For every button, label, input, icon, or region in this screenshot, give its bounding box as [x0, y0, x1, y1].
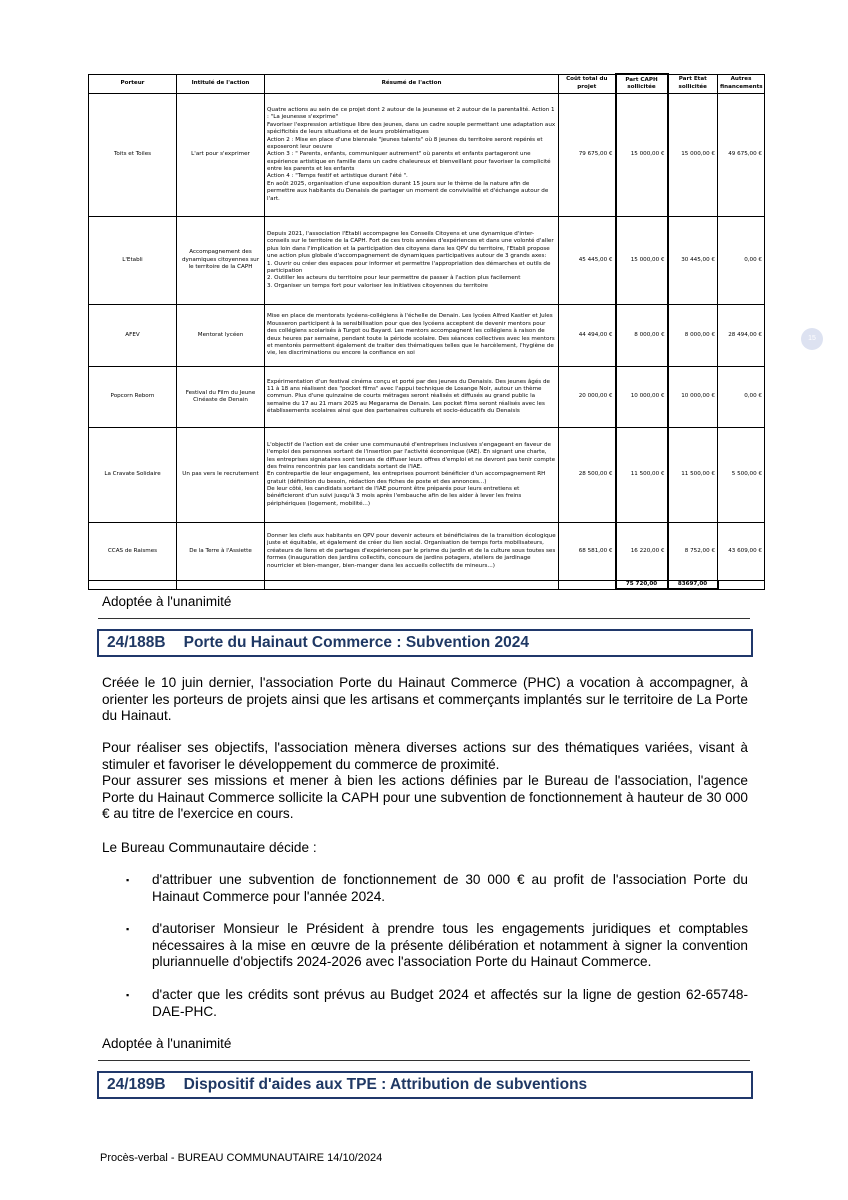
cell-intitule: L'art pour s'exprimer — [177, 94, 265, 217]
col-header-cout: Coût total du projet — [559, 74, 616, 94]
cell-intitule: Accompagnement des dynamiques citoyennes sur le territoire de la CAPH — [177, 217, 265, 305]
cell-caph: 8 000,00 € — [616, 305, 668, 367]
list-item — [102, 921, 748, 971]
section-heading — [97, 629, 753, 657]
col-header-porteur: Porteur — [89, 74, 177, 94]
table-header-row — [89, 74, 765, 94]
bullet-icon: ▪ — [126, 875, 130, 885]
paragraph: Créée le 10 juin dernier, l'association Porte du Hainaut Commerce (PHC) a vocation à accompagner, à orienter les porteurs de projets ainsi que les artisans et commerçants implantés sur le territoire de La Porte du Hainaut. — [102, 675, 748, 724]
section-title: Dispositif d'aides aux TPE : Attribution de subventions — [183, 1076, 588, 1093]
cell-etat: 11 500,00 € — [668, 428, 718, 523]
section-title: Porte du Hainaut Commerce : Subvention 2024 — [183, 634, 529, 651]
cell-intitule: Mentorat lycéen — [177, 305, 265, 367]
total-etat: 83697,00 — [668, 581, 718, 590]
cell-etat: 8 000,00 € — [668, 305, 718, 367]
cell-empty — [89, 581, 177, 590]
table-row — [89, 217, 765, 305]
cell-empty — [177, 581, 265, 590]
table-row — [89, 523, 765, 581]
cell-empty — [718, 581, 765, 590]
divider — [98, 618, 750, 619]
cell-porteur: AFEV — [89, 305, 177, 367]
cell-caph: 10 000,00 € — [616, 367, 668, 428]
cell-autres: 0,00 € — [718, 367, 765, 428]
paragraph: Pour réaliser ses objectifs, l'association mènera diverses actions sur des thématiques variées, visant à stimuler et favoriser le développement du commerce de proximité. — [102, 740, 748, 772]
section-number: 24/188B — [107, 634, 166, 651]
table-row — [89, 367, 765, 428]
section-heading — [97, 1071, 753, 1099]
page-footer: Procès-verbal - BUREAU COMMUNAUTAIRE 14/10/2024 — [100, 1152, 383, 1164]
list-item-text: d'acter que les crédits sont prévus au Budget 2024 et affectés sur la ligne de gestion 62-65748-DAE-PHC. — [152, 986, 748, 1019]
table-total-row — [89, 581, 765, 590]
cell-intitule: Festival du Film du Jeune Cinéaste de Denain — [177, 367, 265, 428]
cell-caph: 11 500,00 € — [616, 428, 668, 523]
cell-etat: 15 000,00 € — [668, 94, 718, 217]
cell-resume: L'objectif de l'action est de créer une communauté d'entreprises inclusives s'engageant en faveur de l'emploi des personnes sortant de l'insertion par l'activité économique (IAE). En signant une charte, les entreprises signataires sont tenues de diffuser leurs offres d'emploi et ne devront pas tenir compte des freins rencontrés par les candidats sortant de l'IAE. En contrepartie de leur engagement, les entreprises pourront bénéficier d'un accompagnement RH gratuit (définition du besoin, rédaction des fiches de poste et des annonces...) De leur côté, les candidats sortant de l'IAE pourront être préparés pour leurs entretiens et bénéficieront d'un suivi jusqu'à 3 mois après l'embauche afin de les aider à lever les freins périphériques (logement, mobilité...) — [265, 428, 559, 523]
paragraph: Pour assurer ses missions et mener à bien les actions définies par le Bureau de l'association, l'agence Porte du Hainaut Commerce sollicite la CAPH pour une subvention de fonctionnement à hauteur de 30 000 € au titre de l'exercice en cours. — [102, 773, 748, 822]
cell-resume: Depuis 2021, l'association l'Etabli accompagne les Conseils Citoyens et une dynamique d'inter-conseils sur le territoire de la CAPH. Fort de ces trois années d'expériences et dans une volonté d'aller plus loin dans l'implication et la participation des citoyens dans les QPV du territoire, l'Etabli propose une action plus globale d'accompagnement de dynamiques participatives autour de 3 grands axes: 1. Ouvrir ou créer des espaces pour informer et permettre l'appropriation des démarches et outils de participation 2. Outiller les acteurs du territoire pour leur permettre de passer à l'action plus facilement 3. Organiser un temps fort pour valoriser les initiatives citoyennes du territoire — [265, 217, 559, 305]
cell-empty — [559, 581, 616, 590]
adopted-note: Adoptée à l'unanimité — [102, 594, 232, 609]
cell-intitule: De la Terre à l'Assiette — [177, 523, 265, 581]
cell-etat: 30 445,00 € — [668, 217, 718, 305]
cell-autres: 28 494,00 € — [718, 305, 765, 367]
cell-cout: 45 445,00 € — [559, 217, 616, 305]
cell-autres: 0,00 € — [718, 217, 765, 305]
cell-cout: 28 500,00 € — [559, 428, 616, 523]
page-number-badge: 15 — [801, 328, 823, 350]
decision-intro: Le Bureau Communautaire décide : — [102, 840, 317, 855]
list-item-text: d'autoriser Monsieur le Président à prendre tous les engagements juridiques et comptables nécessaires à la mise en œuvre de la présente délibération et notamment à signer la convention pluriannuelle d'objectifs 2024-2026 avec l'association Porte du Hainaut Commerce. — [152, 921, 748, 970]
list-item — [102, 872, 748, 905]
cell-cout: 44 494,00 € — [559, 305, 616, 367]
cell-porteur: Toits et Toiles — [89, 94, 177, 217]
cell-resume: Expérimentation d'un festival cinéma conçu et porté par des jeunes du Denaisis. Des jeunes âgés de 11 à 18 ans réalisent des "pocket films" avec l'appui technique de Losange Noir, autour un thème commun. Plus d'une quinzaine de courts métrages seront réalisés et diffusés au grand public la semaine du 17 au 21 mars 2025 au Megarama de Denain. Les pocket films seront réalisés avec les établissements scolaires ainsi que des partenaires culturels et socio-éducatifs du Denaisis — [265, 367, 559, 428]
funding-table — [88, 73, 765, 590]
cell-intitule: Un pas vers le recrutement — [177, 428, 265, 523]
cell-caph: 16 220,00 € — [616, 523, 668, 581]
cell-etat: 10 000,00 € — [668, 367, 718, 428]
table-row — [89, 94, 765, 217]
total-caph: 75 720,00 — [616, 581, 668, 590]
cell-porteur: CCAS de Raismes — [89, 523, 177, 581]
col-header-caph: Part CAPH sollicitée — [616, 74, 668, 94]
cell-autres: 43 609,00 € — [718, 523, 765, 581]
cell-empty — [265, 581, 559, 590]
cell-autres: 49 675,00 € — [718, 94, 765, 217]
cell-caph: 15 000,00 € — [616, 94, 668, 217]
cell-porteur: L'Etabli — [89, 217, 177, 305]
cell-cout: 20 000,00 € — [559, 367, 616, 428]
table-row — [89, 428, 765, 523]
cell-resume: Quatre actions au sein de ce projet dont 2 autour de la jeunesse et 2 autour de la parentalité. Action 1 : "La jeunesse s'exprime" Favoriser l'expression artistique libre des jeunes, dans un cadre souple permettant une adaptation aux spécificités de leurs situations et de leurs problématiques Action 2 : Mise en place d'une biennale "jeunes talents" où 8 jeunes du territoire seront repérés et exposeront leur oeuvre Action 3 : " Parents, enfants, communiquer autrement" où parents et enfants partageront une expérience artistique en famille dans un cadre chaleureux et bienveillant pour favoriser la complicité entre les parents et les enfants Action 4 : "Temps festif et artistique durant l'été ". En août 2025, organisation d'une exposition durant 15 jours sur le thème de la nature afin de permettre aux habitants du Denaisis de partager un moment de convivialité et d'échange autour de l'art. — [265, 94, 559, 217]
section-number: 24/189B — [107, 1076, 166, 1093]
col-header-resume: Résumé de l'action — [265, 74, 559, 94]
adopted-note: Adoptée à l'unanimité — [102, 1036, 232, 1051]
divider — [98, 1060, 750, 1061]
list-item — [102, 987, 748, 1020]
cell-resume: Mise en place de mentorats lycéens-collégiens à l'échelle de Denain. Les lycées Alfred Kastler et Jules Mousseron participent à la sensibilisation pour que des lycéens acceptent de devenir mentors pour des collégiens scolarisés à Turgot ou Bayard. Les mentors accompagnent les collégiens à raison de deux heures par semaine, pendant toute la période scolaire. Des séances collectives avec les mentors et mentorés permettent également de traiter des thématiques telles que le harcèlement, l'hygiène de vie, les discriminations ou encore la confiance en soi — [265, 305, 559, 367]
list-item-text: d'attribuer une subvention de fonctionnement de 30 000 € au profit de l'association Porte du Hainaut Commerce pour l'année 2024. — [152, 872, 748, 904]
cell-resume: Donner les clefs aux habitants en QPV pour devenir acteurs et bénéficiaires de la transition écologique juste et équitable, et également de créer du lien social. Organisation de temps forts mobilisateurs, créateurs de liens et de partages d'expériences par le prisme du jardin et de la culture sous toutes ses formes (inauguration des jardins collectifs, concours de jardins potagers, ateliers de jardinage nourricier et bien-manger, bien-manger dans les accueils collectifs de mineurs...) — [265, 523, 559, 581]
cell-etat: 8 752,00 € — [668, 523, 718, 581]
cell-cout: 68 581,00 € — [559, 523, 616, 581]
bullet-icon: ▪ — [126, 924, 130, 935]
table-row — [89, 305, 765, 367]
decision-list — [102, 872, 748, 1036]
cell-cout: 79 675,00 € — [559, 94, 616, 217]
col-header-autres: Autres financements — [718, 74, 765, 94]
cell-autres: 5 500,00 € — [718, 428, 765, 523]
cell-caph: 15 000,00 € — [616, 217, 668, 305]
bullet-icon: ▪ — [126, 989, 130, 1000]
cell-porteur: Popcorn Reborn — [89, 367, 177, 428]
cell-porteur: La Cravate Solidaire — [89, 428, 177, 523]
col-header-intitule: Intitulé de l'action — [177, 74, 265, 94]
col-header-etat: Part Etat sollicitée — [668, 74, 718, 94]
